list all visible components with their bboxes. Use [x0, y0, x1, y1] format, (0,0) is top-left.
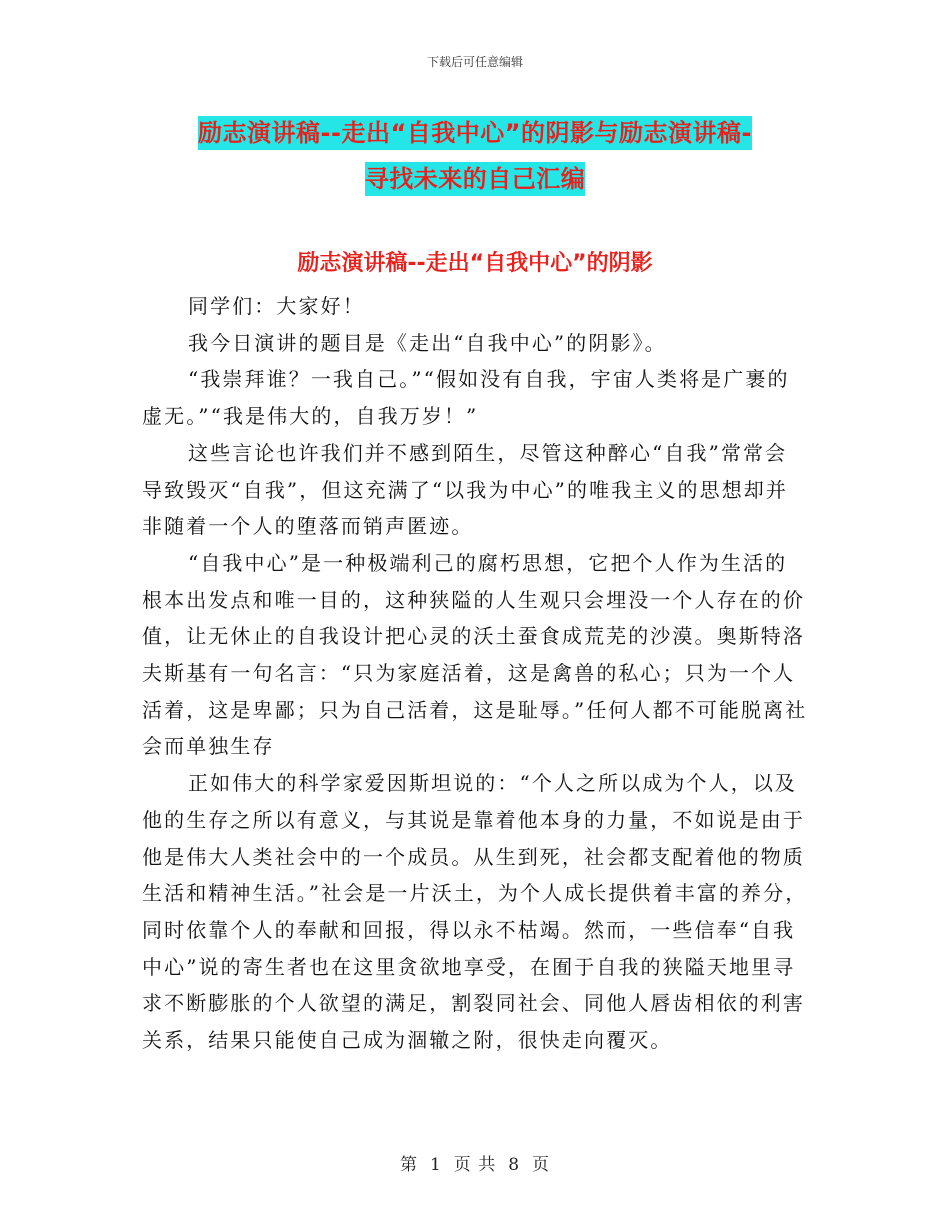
paragraph-self-centered: “自我中心”是一种极端利己的腐朽思想，它把个人作为生活的根本出发点和唯一目的，这种狭隘的人生观只会埋没一个人存在的价值，让无休止的自我设计把心灵的沃土蚕食成荒芜的沙漠。奥斯特洛夫斯基有一句名言：“只为家庭活着，这是禽兽的私心；只为一个人活着，这是卑鄙；只为自己活着，这是耻辱。”任何人都不可能脱离社会而单独生存 — [142, 550, 808, 759]
section-title: 励志演讲稿--走出“自我中心”的阴影 — [297, 251, 653, 276]
paragraph-topic: 我今日演讲的题目是《走出“自我中心”的阴影》。 — [188, 330, 667, 355]
document-title — [140, 110, 810, 202]
page-suffix: 页 — [532, 1155, 551, 1175]
page-total: 8 — [508, 1155, 521, 1175]
document-title-line-1: 励志演讲稿--走出“自我中心”的阴影与励志演讲稿- — [198, 116, 752, 150]
page-prefix: 第 — [399, 1155, 418, 1175]
page-footer — [0, 1150, 950, 1175]
document-body — [142, 288, 808, 1059]
page-number: 1 — [429, 1155, 442, 1175]
document-title-line-2: 寻找未来的自己汇编 — [365, 162, 586, 196]
paragraph-greeting: 同学们：大家好！ — [188, 294, 365, 318]
paragraph-statements: 这些言论也许我们并不感到陌生，尽管这种醉心“自我”常常会导致毁灭“自我”，但这充满了“以我为中心”的唯我主义的思想却并非随着一个人的堕落而销声匿迹。 — [142, 440, 788, 539]
paragraph-quotes: “我崇拜谁？一我自己。”“假如没有自我，宇宙人类将是广裹的虚无。”“我是伟大的，自我万岁！” — [142, 367, 790, 429]
header-note: 下载后可任意编辑 — [426, 55, 523, 69]
paragraph-einstein: 正如伟大的科学家爱因斯坦说的：“个人之所以成为个人，以及他的生存之所以有意义，与其说是靠着他本身的力量，不如说是由于他是伟大人类社会中的一个成员。从生到死，社会都支配着他的物质生活和精神生活。”社会是一片沃土，为个人成长提供着丰富的养分，同时依靠个人的奉献和回报，得以永不枯竭。然而，一些信奉“自我中心”说的寄生者也在这里贪欲地享受，在囿于自我的狭隘天地里寻求不断膨胀的个人欲望的满足，割裂同社会、同他人唇齿相依的利害关系，结果只能使自己成为涸辙之附，很快走向覆灭。 — [142, 771, 808, 1053]
page-mid: 页 共 — [453, 1155, 497, 1175]
